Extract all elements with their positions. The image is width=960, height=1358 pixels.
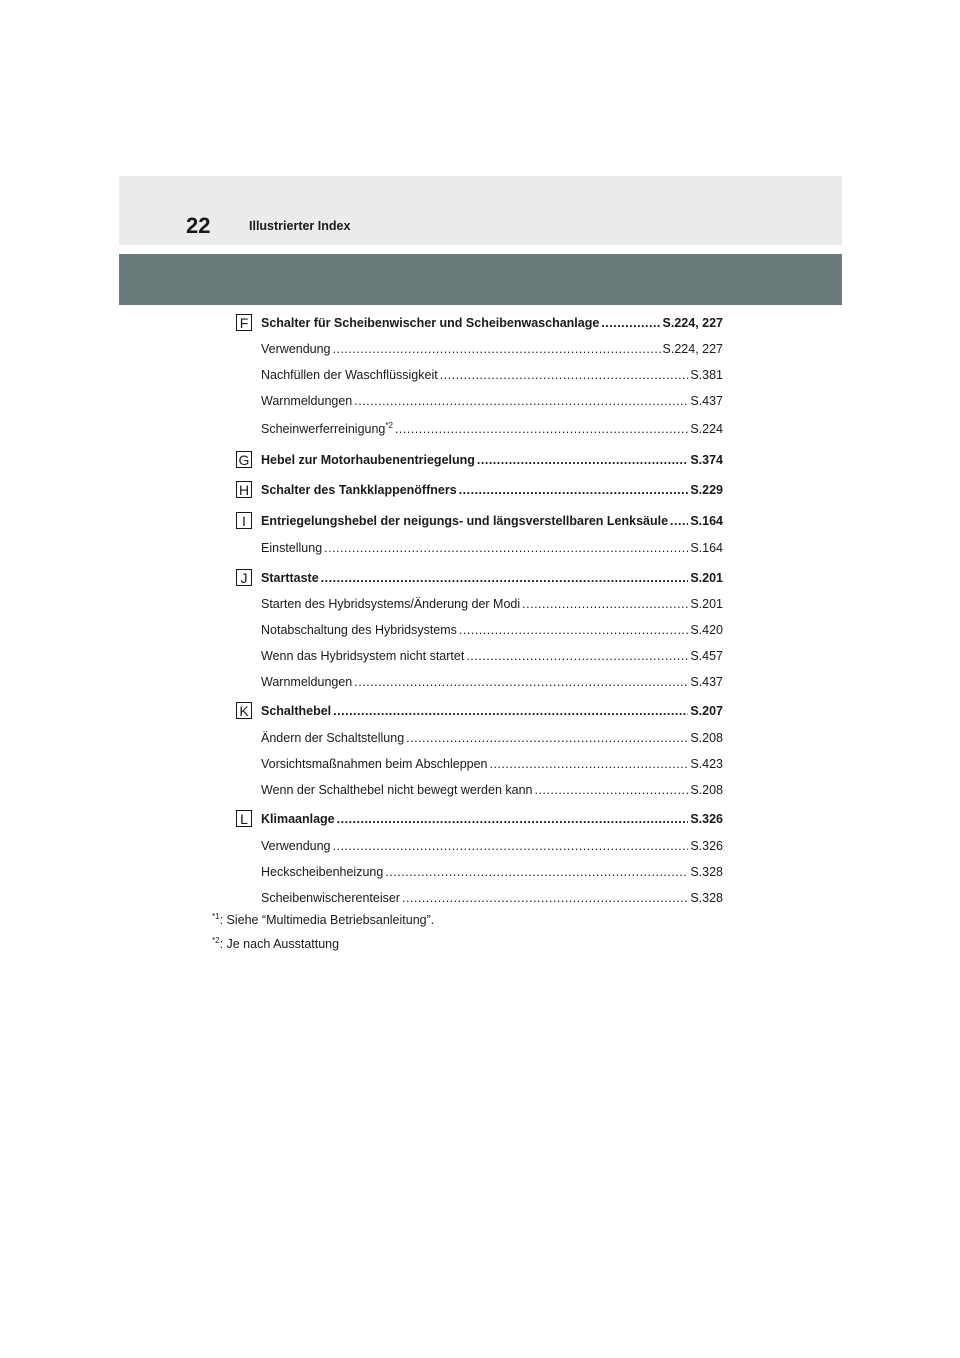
leader-dots bbox=[321, 570, 689, 586]
entry-label: Vorsichtsmaßnahmen beim Abschleppen bbox=[261, 757, 488, 771]
entry-label: Verwendung bbox=[261, 342, 331, 356]
page-reference: S.374 bbox=[690, 453, 723, 467]
page-reference: S.328 bbox=[690, 865, 723, 879]
entry-label: Starten des Hybridsystems/Änderung der Modi bbox=[261, 597, 521, 611]
entry-label: Starttaste bbox=[261, 571, 319, 585]
leader-dots bbox=[601, 315, 660, 331]
page-reference: S.457 bbox=[690, 649, 723, 663]
main-entry bbox=[261, 513, 723, 529]
page-reference: S.208 bbox=[690, 731, 723, 745]
sub-entry bbox=[261, 622, 723, 638]
index-letter-i: I bbox=[236, 512, 252, 529]
footnote-mark: *2 bbox=[385, 420, 393, 430]
entry-label: Warnmeldungen bbox=[261, 394, 353, 408]
sub-entry bbox=[261, 421, 723, 437]
entry-label: Scheinwerferreinigung$^{*2}$ bbox=[261, 420, 393, 436]
leader-dots bbox=[459, 622, 688, 638]
main-entry bbox=[261, 315, 723, 331]
sub-entry bbox=[261, 730, 723, 746]
sub-entry bbox=[261, 393, 723, 409]
footnote-text: : Je nach Ausstattung bbox=[219, 937, 340, 951]
sub-entry bbox=[261, 782, 723, 798]
sub-entry bbox=[261, 864, 723, 880]
entry-label: Heckscheibenheizung bbox=[261, 865, 384, 879]
footnote-mark: *2 bbox=[212, 935, 220, 945]
index-letter-g: G bbox=[236, 451, 252, 468]
entry-label: Schalter des Tankklappenöffners bbox=[261, 483, 457, 497]
page-reference: S.201 bbox=[690, 571, 723, 585]
entry-label: Warnmeldungen bbox=[261, 675, 353, 689]
entry-label: Scheibenwischerenteiser bbox=[261, 891, 400, 905]
leader-dots bbox=[440, 367, 689, 383]
leader-dots bbox=[490, 756, 689, 772]
entry-label: Wenn der Schalthebel nicht bewegt werden kann bbox=[261, 783, 533, 797]
sub-entry bbox=[261, 674, 723, 690]
main-entry bbox=[261, 482, 723, 498]
page-reference: S.326 bbox=[690, 839, 723, 853]
leader-dots bbox=[354, 674, 688, 690]
sub-entry bbox=[261, 756, 723, 772]
sub-entry bbox=[261, 596, 723, 612]
page-reference: S.164 bbox=[690, 514, 723, 528]
leader-dots bbox=[477, 452, 688, 468]
page-number: 22 bbox=[186, 213, 211, 238]
leader-dots bbox=[402, 890, 688, 906]
page-reference: S.326 bbox=[690, 812, 723, 826]
entry-label: Notabschaltung des Hybridsystems bbox=[261, 623, 457, 637]
page-reference: S.381 bbox=[690, 368, 723, 382]
leader-dots bbox=[459, 482, 689, 498]
index-letter-j: J bbox=[236, 569, 252, 586]
page-reference: S.164 bbox=[690, 541, 723, 555]
page-reference: S.201 bbox=[690, 597, 723, 611]
page-reference: S.208 bbox=[690, 783, 723, 797]
footnote bbox=[212, 912, 434, 928]
main-entry bbox=[261, 811, 723, 827]
entry-label: Entriegelungshebel der neigungs- und längsverstellbaren Lenksäule bbox=[261, 514, 669, 528]
page-reference: S.224, 227 bbox=[662, 316, 723, 330]
sub-entry bbox=[261, 838, 723, 854]
page-reference: S.420 bbox=[690, 623, 723, 637]
page-reference: S.229 bbox=[690, 483, 723, 497]
page-reference: S.437 bbox=[690, 394, 723, 408]
entry-label: Wenn das Hybridsystem nicht startet bbox=[261, 649, 465, 663]
entry-label: Schalter für Scheibenwischer und Scheibenwaschanlage bbox=[261, 316, 600, 330]
footnote-mark: *1 bbox=[212, 911, 220, 921]
main-entry bbox=[261, 703, 723, 719]
footnote-text: : Siehe “Multimedia Betriebsanleitung”. bbox=[219, 913, 435, 927]
page-reference: S.207 bbox=[690, 704, 723, 718]
entry-label: Hebel zur Motorhaubenentriegelung bbox=[261, 453, 475, 467]
entry-label: Einstellung bbox=[261, 541, 323, 555]
main-entry bbox=[261, 570, 723, 586]
leader-dots bbox=[395, 421, 688, 437]
entry-label: Klimaanlage bbox=[261, 812, 335, 826]
sub-entry bbox=[261, 367, 723, 383]
page-reference: S.437 bbox=[690, 675, 723, 689]
leader-dots bbox=[337, 811, 689, 827]
leader-dots bbox=[324, 540, 688, 556]
footnote bbox=[212, 936, 339, 952]
leader-dots bbox=[385, 864, 688, 880]
leader-dots bbox=[534, 782, 688, 798]
sub-entry bbox=[261, 890, 723, 906]
sub-entry bbox=[261, 648, 723, 664]
index-letter-k: K bbox=[236, 702, 252, 719]
leader-dots bbox=[406, 730, 688, 746]
entry-label: Ändern der Schaltstellung bbox=[261, 731, 405, 745]
entry-label: Schalthebel bbox=[261, 704, 332, 718]
section-title: Illustrierter Index bbox=[249, 219, 351, 233]
leader-dots bbox=[466, 648, 688, 664]
index-letter-l: L bbox=[236, 810, 252, 827]
main-entry bbox=[261, 452, 723, 468]
index-letter-h: H bbox=[236, 481, 252, 498]
entry-label: Nachfüllen der Waschflüssigkeit bbox=[261, 368, 438, 382]
index-letter-f: F bbox=[236, 314, 252, 331]
page-reference: S.423 bbox=[690, 757, 723, 771]
page-reference: S.224, 227 bbox=[662, 342, 723, 356]
leader-dots bbox=[333, 341, 661, 357]
leader-dots bbox=[354, 393, 688, 409]
entry-label: Verwendung bbox=[261, 839, 331, 853]
page-reference: S.224 bbox=[690, 422, 723, 436]
leader-dots bbox=[333, 838, 689, 854]
leader-dots bbox=[333, 703, 688, 719]
page-reference: S.328 bbox=[690, 891, 723, 905]
leader-dots bbox=[522, 596, 688, 612]
leader-dots bbox=[670, 513, 688, 529]
sub-entry bbox=[261, 540, 723, 556]
sub-entry bbox=[261, 341, 723, 357]
